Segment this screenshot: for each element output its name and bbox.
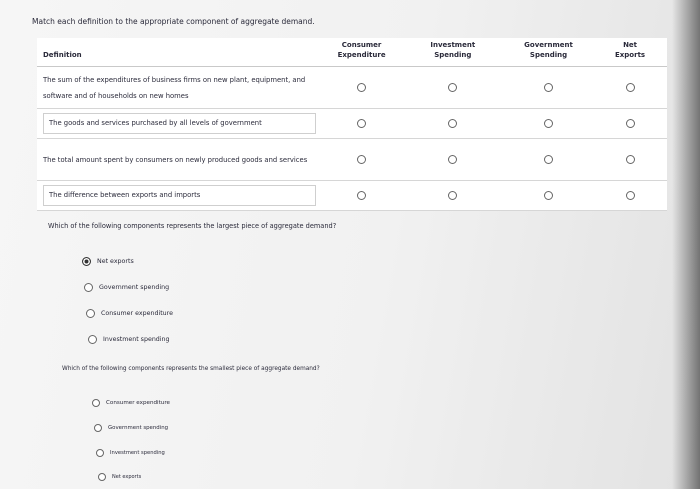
radio-consumer-expenditure[interactable] (357, 155, 366, 164)
radio-net-exports[interactable] (626, 191, 635, 200)
radio-consumer-expenditure[interactable] (357, 119, 366, 128)
q2-option-label: Consumer expenditure (106, 400, 170, 406)
q2-radio[interactable] (98, 473, 106, 481)
government-spending-header: Government Spending (504, 38, 593, 67)
q1-option[interactable] (88, 335, 170, 344)
q1-option-label: Net exports (97, 258, 134, 265)
radio-investment-spending[interactable] (448, 191, 457, 200)
matching-table (37, 38, 667, 211)
q1-radio[interactable] (86, 309, 95, 318)
definition-cell: The total amount spent by consumers on newly produced goods and services (37, 139, 322, 181)
net-exports-header: Net Exports (593, 38, 667, 67)
q1-option-label: Consumer expenditure (101, 310, 173, 317)
table-row (37, 181, 667, 211)
consumer-expenditure-header: Consumer Expenditure (322, 38, 402, 67)
q2-option[interactable] (94, 424, 168, 432)
radio-consumer-expenditure[interactable] (357, 191, 366, 200)
radio-government-spending[interactable] (544, 83, 553, 92)
q2-option-label: Net exports (112, 474, 142, 480)
radio-net-exports[interactable] (626, 155, 635, 164)
q1-radio-selected[interactable] (82, 257, 91, 266)
table-row (37, 109, 667, 139)
q2-option-label: Investment spending (110, 450, 165, 456)
q2-radio[interactable] (92, 399, 100, 407)
radio-government-spending[interactable] (544, 191, 553, 200)
radio-consumer-expenditure[interactable] (357, 83, 366, 92)
definition-cell: The difference between exports and imports (37, 181, 322, 211)
radio-net-exports[interactable] (626, 83, 635, 92)
table-row (37, 67, 667, 109)
definition-header: Definition (37, 38, 322, 67)
definition-cell: The goods and services purchased by all levels of government (37, 109, 322, 139)
question-2-prompt: Which of the following components represents the smallest piece of aggregate demand? (62, 366, 320, 372)
instruction-text: Match each definition to the appropriate component of aggregate demand. (32, 17, 315, 26)
investment-spending-header: Investment Spending (402, 38, 504, 67)
q2-radio[interactable] (94, 424, 102, 432)
q1-radio[interactable] (88, 335, 97, 344)
table-row (37, 139, 667, 181)
q2-option[interactable] (92, 399, 170, 407)
q2-option-label: Government spending (108, 425, 169, 431)
q2-option[interactable] (96, 449, 165, 457)
q1-option[interactable] (86, 309, 173, 318)
q2-radio[interactable] (96, 449, 104, 457)
photo-edge-shadow (672, 0, 700, 489)
q2-option[interactable] (98, 473, 141, 481)
radio-government-spending[interactable] (544, 119, 553, 128)
radio-government-spending[interactable] (544, 155, 553, 164)
q1-option-label: Government spending (99, 284, 170, 291)
q1-option-label: Investment spending (103, 336, 170, 343)
definition-cell: The sum of the expenditures of business firms on new plant, equipment, and software and of households on new homes (37, 67, 322, 109)
radio-investment-spending[interactable] (448, 83, 457, 92)
question-1-prompt: Which of the following components represents the largest piece of aggregate demand? (48, 222, 337, 230)
radio-investment-spending[interactable] (448, 155, 457, 164)
q1-option[interactable] (84, 283, 169, 292)
radio-investment-spending[interactable] (448, 119, 457, 128)
radio-net-exports[interactable] (626, 119, 635, 128)
q1-radio[interactable] (84, 283, 93, 292)
q1-option[interactable] (82, 257, 134, 266)
